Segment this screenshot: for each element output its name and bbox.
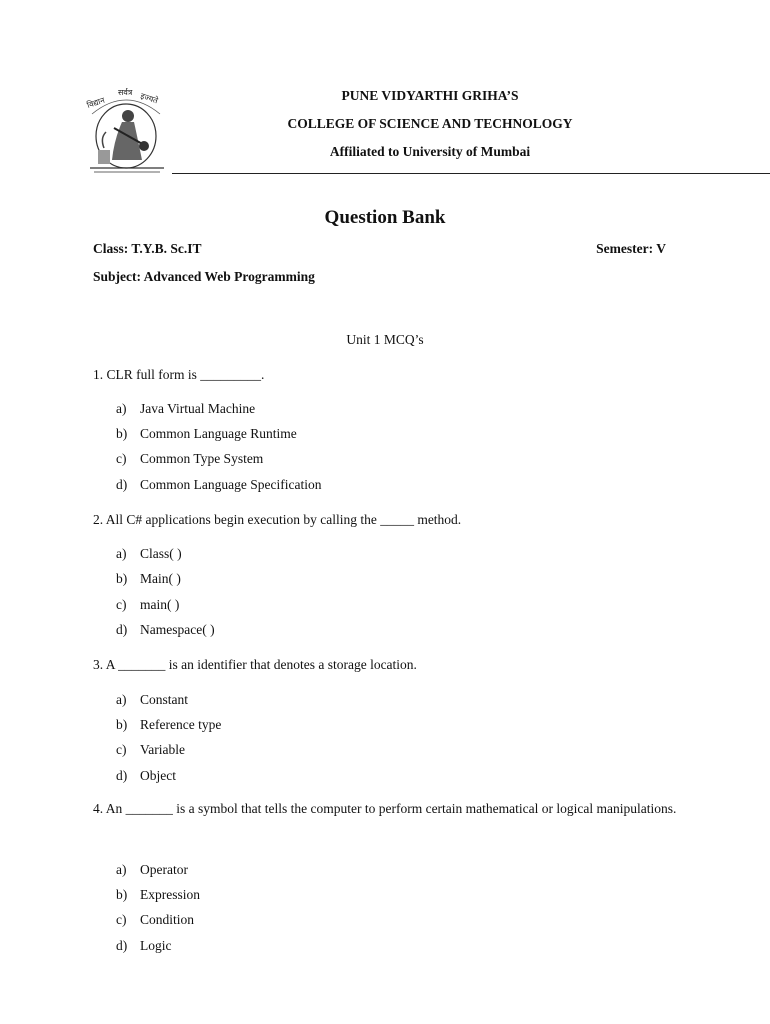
question-4-option-a: a) Operator [116, 862, 188, 877]
question-3-option-d: d) Object [116, 768, 176, 783]
svg-text:इज्यते: इज्यते [139, 91, 160, 106]
question-4-option-c: c) Condition [116, 912, 195, 927]
question-3-option-c: c) Variable [116, 742, 185, 757]
class-label: Class: T.Y.B. Sc.IT [93, 241, 202, 256]
question-2-option-d: d) Namespace( ) [116, 622, 215, 637]
question-3-option-b: b) Reference type [116, 717, 222, 732]
college-logo [84, 88, 168, 176]
svg-text:विद्यान: विद्यान [85, 95, 106, 110]
question-2-option-c: c) main( ) [116, 597, 180, 612]
question-4: 4. An _______ is a symbol that tells the computer to perform certain mathematical or logical manipulations. [93, 801, 677, 816]
question-3: 3. A _______ is an identifier that denotes a storage location. [93, 657, 417, 672]
question-2-option-b: b) Main( ) [116, 571, 181, 586]
subject-label: Subject: Advanced Web Programming [93, 269, 315, 284]
institution-name: PUNE VIDYARTHI GRIHA’S [341, 88, 519, 103]
unit-heading: Unit 1 MCQ’s [346, 332, 424, 347]
question-1: 1. CLR full form is _________. [93, 367, 265, 382]
question-1-option-d: d) Common Language Specification [116, 477, 322, 492]
question-2: 2. All C# applications begin execution by calling the _____ method. [93, 512, 462, 527]
question-2-option-a: a) Class( ) [116, 546, 182, 561]
affiliation-text: Affiliated to University of Mumbai [329, 144, 531, 159]
svg-text:सर्वत्र: सर्वत्र [118, 88, 133, 97]
question-4-option-b: b) Expression [116, 887, 200, 902]
college-name: COLLEGE OF SCIENCE AND TECHNOLOGY [287, 116, 573, 131]
question-1-option-a: a) Java Virtual Machine [116, 401, 256, 416]
question-4-option-d: d) Logic [116, 938, 172, 953]
semester-label: Semester: V [596, 241, 666, 256]
page-title: Question Bank [324, 207, 446, 228]
question-1-option-c: c) Common Type System [116, 451, 264, 466]
question-3-option-a: a) Constant [116, 692, 189, 707]
question-1-option-b: b) Common Language Runtime [116, 426, 297, 441]
header-rule [172, 173, 770, 174]
